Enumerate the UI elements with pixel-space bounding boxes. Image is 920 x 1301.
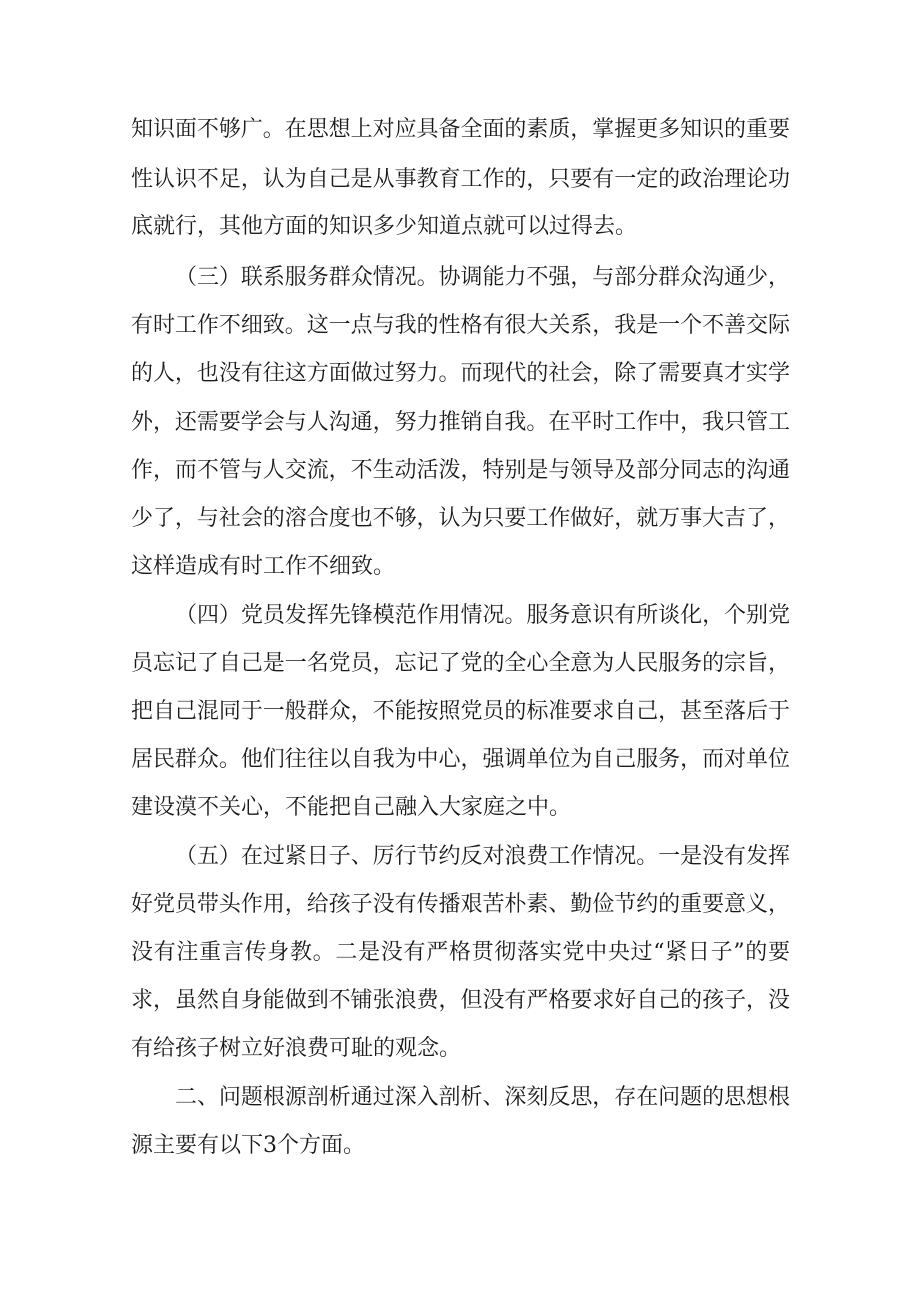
line-text: 居民群众。他们往往以自我为中心，强调单位为自己服务，而对单位 [131,747,790,772]
line-text: 作，而不管与人交流，不生动活泼，特别是与领导及部分同志的沟通 [131,458,790,483]
line-text: 的人，也没有往这方面做过努力。而现代的社会，除了需要真才实学 [131,361,790,386]
line-text: 好党员带头作用，给孩子没有传播艰苦朴素、勤俭节约的重要意义， [131,892,790,917]
line-text: 少了，与社会的溶合度也不够，认为只要工作做好，就万事大吉了， [131,506,790,531]
line-text: 这样造成有时工作不细致。 [131,554,396,579]
line-text: 没有注重言传身教。二是没有严格贯彻落实党中央过“紧日子”的要 [131,940,791,965]
line-text: 外，还需要学会与人沟通，努力推销自我。在平时工作中，我只管工 [131,410,790,435]
line-text: 员忘记了自己是一名党员，忘记了党的全心全意为人民服务的宗旨， [131,651,790,676]
line-text: 知识面不够广。在思想上对应具备全面的素质，掌握更多知识的重要 [131,117,790,142]
line-text: 性认识不足，认为自己是从事教育工作的，只要有一定的政治理论功 [131,167,790,192]
line-text: 有给孩子树立好浪费可耻的观念。 [131,1036,462,1061]
line-text: 二、问题根源剖析通过深入剖析、深刻反思，存在问题的思想根 [175,1085,790,1110]
line-text: 把自己混同于一般群众，不能按照党员的标准要求自己，甚至落后于 [131,699,790,724]
line-text: 有时工作不细致。这一点与我的性格有很大关系，我是一个不善交际 [131,313,790,338]
line-text: 求，虽然自身能做到不铺张浪费，但没有严格要求好自己的孩子，没 [131,988,790,1013]
line-text: （三）联系服务群众情况。协调能力不强，与部分群众沟通少， [175,265,790,290]
line-text: 源主要有以下3个方面。 [131,1133,365,1158]
line-text: 建设漠不关心，不能把自己融入大家庭之中。 [131,795,572,820]
line-text: 底就行，其他方面的知识多少知道点就可以过得去。 [131,214,638,239]
line-text: （五）在过紧日子、厉行节约反对浪费工作情况。一是没有发挥 [175,844,790,869]
line-text: （四）党员发挥先锋模范作用情况。服务意识有所谈化，个别党 [175,603,790,628]
